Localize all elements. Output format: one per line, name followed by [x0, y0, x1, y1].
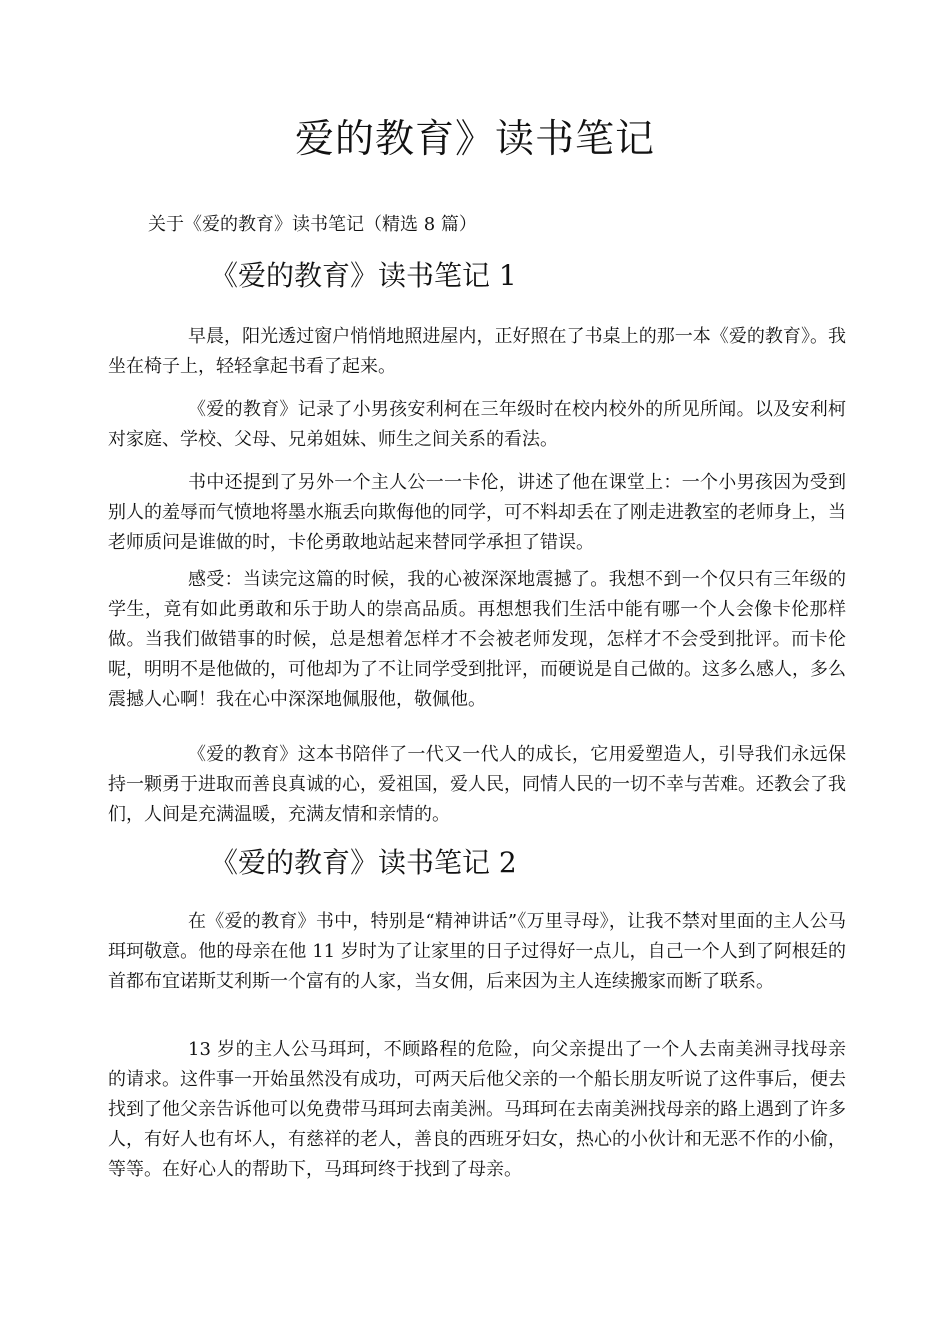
paragraph: 13 岁的主人公马珥珂，不顾路程的危险，向父亲提出了一个人去南美洲寻找母亲的请求。这件事一开始虽然没有成功，可两天后他父亲的一个船长朋友听说了这件事后，便去找到了他父亲告诉他可以免费带马珥珂去南美洲。马珥珂在去南美洲找母亲的路上遇到了许多人，有好人也有坏人，有慈祥的老人，善良的西班牙妇女，热心的小伙计和无恶不作的小偷，等等。在好心人的帮助下，马珥珂终于找到了母亲。 [108, 1039, 846, 1180]
section-heading-2: 《爱的教育》读书笔记 2 [210, 846, 517, 879]
paragraph: 在《爱的教育》书中，特别是“精神讲话”《万里寻母》，让我不禁对里面的主人公马珥珂敬意。他的母亲在他 11 岁时为了让家里的日子过得好一点儿，自己一个人到了阿根廷的首都布宜诺斯艾利斯一个富有的人家，当女佣，后来因为主人连续搬家而断了联系。 [108, 911, 846, 992]
paragraph: 早晨，阳光透过窗户悄悄地照进屋内，正好照在了书桌上的那一本《爱的教育》。我坐在椅子上，轻轻拿起书看了起来。 [108, 326, 846, 377]
paragraph: 书中还提到了另外一个主人公一一卡伦，讲述了他在课堂上：一个小男孩因为受到别人的羞辱而气愤地将墨水瓶丢向欺侮他的同学，可不料却丢在了刚走进教室的老师身上，当老师质问是谁做的时，卡伦勇敢地站起来替同学承担了错误。 [108, 472, 846, 553]
section-heading-1: 《爱的教育》读书笔记 1 [210, 259, 517, 292]
paragraph: 《爱的教育》这本书陪伴了一代又一代人的成长，它用爱塑造人，引导我们永远保持一颗勇于进取而善良真诚的心，爱祖国，爱人民，同情人民的一切不幸与苦难。还教会了我们，人间是充满温暖，充满友情和亲情的。 [108, 744, 846, 825]
paragraph: 感受：当读完这篇的时候，我的心被深深地震撼了。我想不到一个仅只有三年级的学生，竟有如此勇敢和乐于助人的崇高品质。再想想我们生活中能有哪一个人会像卡伦那样做。当我们做错事的时候，总是想着怎样才不会被老师发现，怎样才不会受到批评。而卡伦呢，明明不是他做的，可他却为了不让同学受到批评，而硬说是自己做的。这多么感人，多么震撼人心啊！我在心中深深地佩服他，敬佩他。 [108, 569, 846, 710]
document-subtitle: 关于《爱的教育》读书笔记（精选 8 篇） [148, 214, 477, 235]
document-title: 爱的教育》读书笔记 [294, 117, 655, 162]
paragraph: 《爱的教育》记录了小男孩安利柯在三年级时在校内校外的所见所闻。以及安利柯对家庭、学校、父母、兄弟姐妹、师生之间关系的看法。 [108, 399, 846, 450]
